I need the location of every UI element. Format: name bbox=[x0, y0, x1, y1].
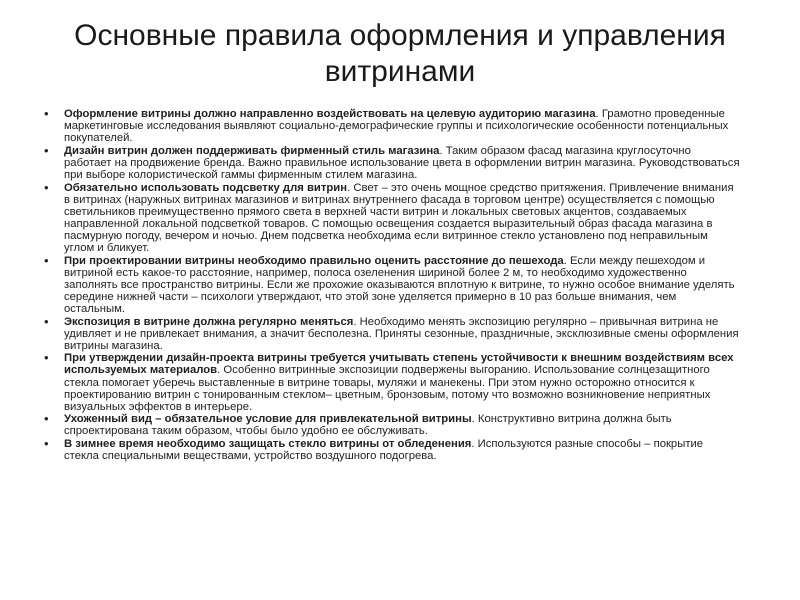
list-item-heading: При проектировании витрины необходимо правильно оценить расстояние до пешехода bbox=[64, 254, 564, 267]
list-item-text: . Необходимо менять экспозицию регулярно – привычная витрина не удивляет и не привлекает внимания, а значит бесполезна. Приняты сезонные, праздничные, эксклюзивные смены оформления витрины магазина. bbox=[64, 315, 739, 352]
list-item bbox=[64, 145, 740, 181]
list-item-heading: В зимнее время необходимо защищать стекло витрины от обледенения bbox=[64, 438, 472, 451]
list-item bbox=[64, 438, 740, 462]
list-item-text: . Конструктивно витрина должна быть спроектирована таким образом, чтобы было удобно ее обслуживать. bbox=[64, 413, 672, 438]
slide-title-line1: Основные правила оформления и управления bbox=[74, 19, 726, 52]
list-item bbox=[64, 316, 740, 352]
list-item-heading: Обязательно использовать подсветку для витрин bbox=[64, 181, 348, 194]
list-item bbox=[64, 352, 740, 412]
list-item-text: . Грамотно проведенные маркетинговые исследования выявляют социально-демографические группы и психологические особенности потенциальных покупателей. bbox=[64, 108, 729, 145]
list-item bbox=[64, 182, 740, 255]
list-item-heading: При утверждении дизайн-проекта витрины требуется учитывать степень устойчивости к внешним воздействиям всех используемых материалов bbox=[64, 352, 734, 377]
list-item-heading: Экспозиция в витрине должна регулярно меняться bbox=[64, 315, 354, 328]
list-item-heading: Ухоженный вид – обязательное условие для привлекательной витрины bbox=[64, 413, 472, 426]
list-item-heading: Оформление витрины должно направленно воздействовать на целевую аудиторию магазина bbox=[64, 108, 596, 120]
list-item-text: . Используются разные способы – покрытие стекла специальными веществами, устройство воздушного подогрева. bbox=[64, 438, 704, 463]
list-item bbox=[64, 108, 740, 144]
slide-title-line2: витринами bbox=[324, 55, 476, 88]
list-item-text: . Особенно витринные экспозиции подвержены выгоранию. Использование солнцезащитного стекла помогает уберечь выставленные в витрине товары, муляжи и манекены. При этом нужно осторожно относится к проектированию витрин с тонированным стеклом– цветным, бронзовым, потому что возможно возникновение неприятных визуальных эффектов в интерьере. bbox=[64, 364, 711, 413]
slide-title bbox=[0, 0, 800, 90]
list-item-text: . Свет – это очень мощное средство притяжения. Привлечение внимания в витринах (наружных витринах магазинов и витринах внутреннего фасада в торговом центре) осуществляется с помощью светильников преимущественно прямого света в верхней части витрин и локальных световых акцентов, создаваемых направленной локальной подсветкой товаров. С помощью освещения создается выразительный образ фасада магазина в пасмурную погоду, вечером и ночью. Днем подсветка необходима если витринное стекло установлено под неправильным углом и бликует. bbox=[64, 181, 734, 255]
list-item-heading: Дизайн витрин должен поддерживать фирменный стиль магазина bbox=[64, 144, 440, 157]
list-item-text: . Таким образом фасад магазина круглосуточно работает на продвижение бренда. Важно правильное использование цвета в оформлении витрин магазина. Руководствоваться при выборе колористической гаммы фирменным стилем магазина. bbox=[64, 144, 740, 181]
list-item bbox=[64, 413, 740, 437]
list-item bbox=[64, 255, 740, 315]
rules-list bbox=[0, 108, 800, 462]
list-item-text: . Если между пешеходом и витриной есть какое-то расстояние, например, полоса озеленения шириной более 2 м, то необходимо художественно заполнять все пространство витрины. Если же прохожие оказываются вплотную к витрине, то нужно особое внимание уделять середине нижней части – психологи утверждают, что этой зоне уделяется примерно в 10 раз больше внимания, чем остальным. bbox=[64, 254, 735, 315]
